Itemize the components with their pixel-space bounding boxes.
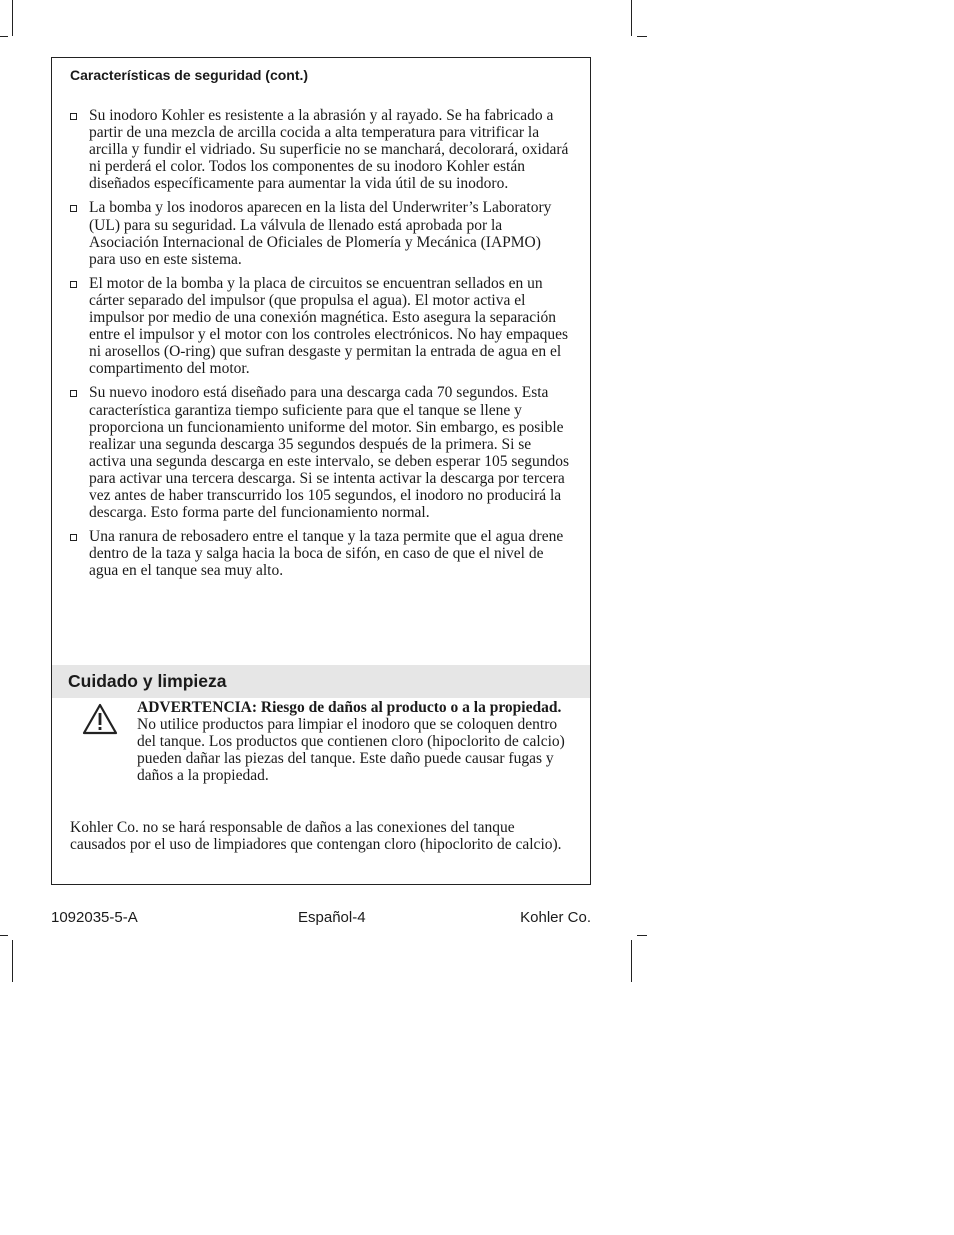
list-item-text: Su nuevo inodoro está diseñado para una descarga cada 70 segundos. Esta característica garantiza tiempo suficiente para que el tanque se llene y proporciona un funcionamiento uniforme del motor. Sin embargo, es posible realizar una segunda descarga 35 segundos después de la primera. Si se activa una segunda descarga en este intervalo, se deben esperar 105 segundos para activar una tercera descarga. Si se intenta activar la descarga por tercera vez antes de haber transcurrido los 105 segundos, el inodoro no producirá la descarga. Esto forma parte del funcionamiento normal. — [89, 384, 570, 522]
list-item — [70, 528, 570, 579]
crop-mark — [12, 0, 13, 36]
section-header-band — [52, 665, 590, 698]
warning-text: No utilice productos para limpiar el inodoro que se coloquen dentro del tanque. Los productos que contienen cloro (hipoclorito de calcio) pueden dañar las piezas del tanque. Este daño puede causar fugas y daños a la propiedad. — [137, 716, 565, 785]
list-item-text: La bomba y los inodoros aparecen en la lista del Underwriter’s Laboratory (UL) para su seguridad. La válvula de llenado está aprobada por la Asociación Internacional de Oficiales de Plomería y Mecánica (IAPMO) para uso en este sistema. — [89, 199, 552, 268]
footer-page-label: Español-4 — [298, 909, 366, 926]
checkbox-bullet-icon — [70, 113, 77, 120]
crop-mark — [0, 36, 8, 37]
crop-mark — [637, 935, 647, 936]
list-item — [70, 199, 570, 267]
footer-company: Kohler Co. — [520, 909, 591, 926]
list-item — [70, 384, 570, 521]
crop-mark — [637, 36, 647, 37]
checkbox-bullet-icon — [70, 205, 77, 212]
warning-triangle-icon — [82, 703, 118, 735]
content-box — [51, 57, 591, 885]
checkbox-bullet-icon — [70, 281, 77, 288]
crop-mark — [12, 940, 13, 982]
list-item-text: Una ranura de rebosadero entre el tanque y la taza permite que el agua drene dentro de la taza y salga hacia la boca de sifón, en caso de que el nivel de agua en el tanque sea muy alto. — [89, 528, 564, 580]
crop-mark — [0, 935, 8, 936]
footer-doc-number: 1092035-5-A — [51, 909, 138, 926]
list-item-text: Su inodoro Kohler es resistente a la abrasión y al rayado. Se ha fabricado a partir de una mezcla de arcilla cocida a alta temperatura para vitrificar la arcilla y fundir el vidriado. Su superficie no se manchará, decolorará, oxidará ni perderá el color. Todos los componentes de su inodoro Kohler están diseñados específicamente para aumentar la vida útil de su inodoro. — [89, 107, 569, 193]
continued-heading: Características de seguridad (cont.) — [70, 67, 309, 83]
list-item — [70, 107, 570, 192]
crop-mark — [631, 0, 632, 36]
warning-paragraph — [137, 699, 577, 784]
list-item — [70, 275, 570, 378]
section-title: Cuidado y limpieza — [68, 671, 227, 691]
list-item-text: El motor de la bomba y la placa de circuitos se encuentran sellados en un cárter separado del impulsor (que propulsa el agua). El motor activa el impulsor por medio de una conexión magnética. Esto asegura la separación entre el impulsor y el motor con los controles electrónicos. No hay empaques ni arosellos (O-ring) que sufran desgaste y permitan la entrada de agua en el compartimento del motor. — [89, 274, 569, 378]
checkbox-bullet-icon — [70, 390, 77, 397]
crop-mark — [631, 940, 632, 982]
liability-note: Kohler Co. no se hará responsable de daños a las conexiones del tanque causados por el uso de limpiadores que contengan cloro (hipoclorito de calcio). — [70, 819, 562, 854]
warning-label: ADVERTENCIA: Riesgo de daños al producto o a la propiedad. — [137, 699, 562, 716]
feature-list — [70, 107, 570, 586]
checkbox-bullet-icon — [70, 534, 77, 541]
